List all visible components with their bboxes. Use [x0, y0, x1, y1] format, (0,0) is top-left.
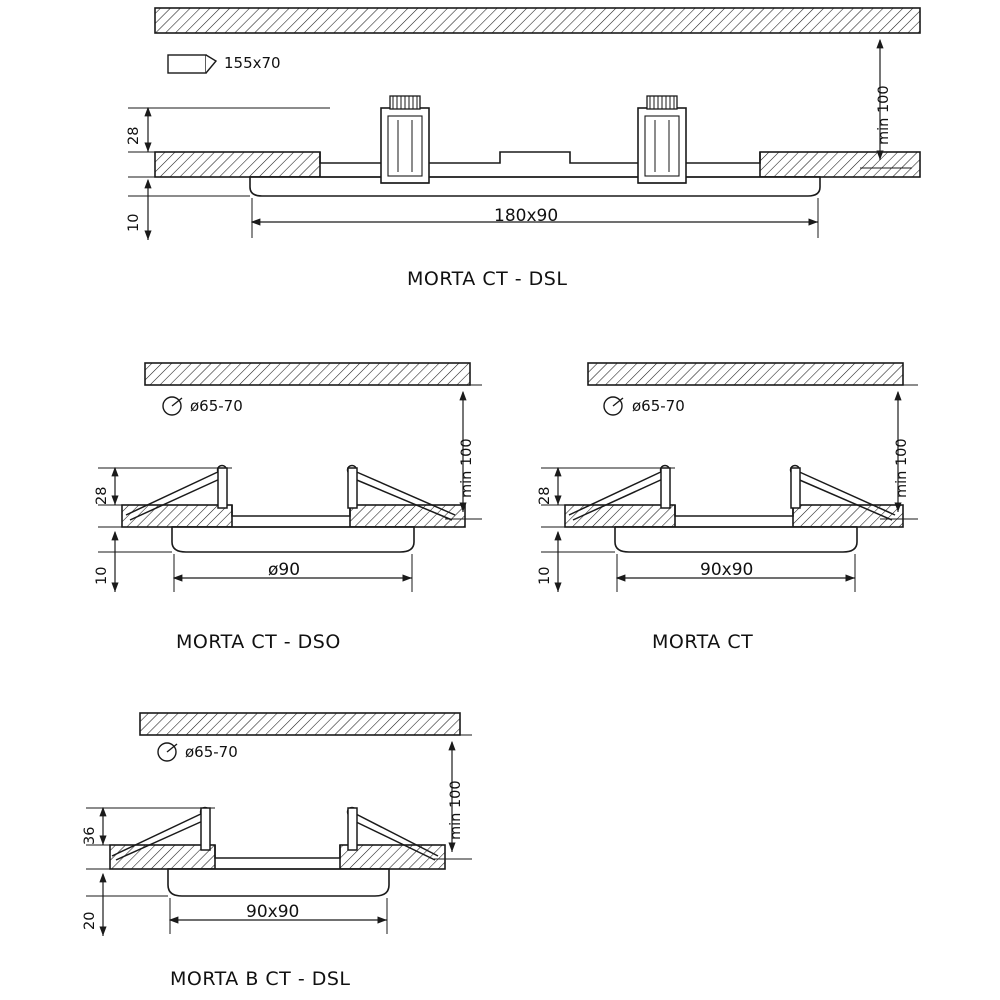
figure-caption-4: MORTA B CT - DSL	[170, 968, 351, 990]
clearance-label-1: min 100	[876, 85, 892, 145]
body-height-label-3: 28	[537, 486, 553, 505]
clearance-label-3: min 100	[894, 438, 910, 498]
body-height-label-2: 28	[94, 486, 110, 505]
body-height-label-1: 28	[126, 126, 142, 145]
rim-height-label-3: 10	[537, 566, 553, 585]
circle-cutout-icon	[158, 743, 177, 761]
frame-size-label-1: 180x90	[494, 206, 559, 226]
frame-size-label-2: ø90	[268, 560, 301, 580]
cutout-label-4: ø65-70	[185, 743, 238, 761]
frame-size-label-4: 90x90	[246, 902, 300, 922]
rectangle-cutout-icon	[168, 55, 216, 73]
cutout-label-2: ø65-70	[190, 397, 243, 415]
frame-size-label-3: 90x90	[700, 560, 754, 580]
circle-cutout-icon	[163, 397, 182, 415]
figure-morta-ct	[541, 363, 918, 592]
body-height-label-4: 36	[82, 826, 98, 845]
figure-caption-1: MORTA CT - DSL	[407, 268, 568, 290]
cutout-label-1: 155x70	[224, 54, 281, 72]
rim-height-label-1: 10	[126, 213, 142, 232]
figure-morta-ct-dso	[98, 363, 482, 592]
figure-caption-2: MORTA CT - DSO	[176, 631, 341, 653]
circle-cutout-icon	[604, 397, 623, 415]
rim-height-label-2: 10	[94, 566, 110, 585]
figure-caption-3: MORTA CT	[652, 631, 754, 653]
cutout-label-3: ø65-70	[632, 397, 685, 415]
clearance-label-2: min 100	[459, 438, 475, 498]
clearance-label-4: min 100	[448, 780, 464, 840]
rim-height-label-4: 20	[82, 911, 98, 930]
